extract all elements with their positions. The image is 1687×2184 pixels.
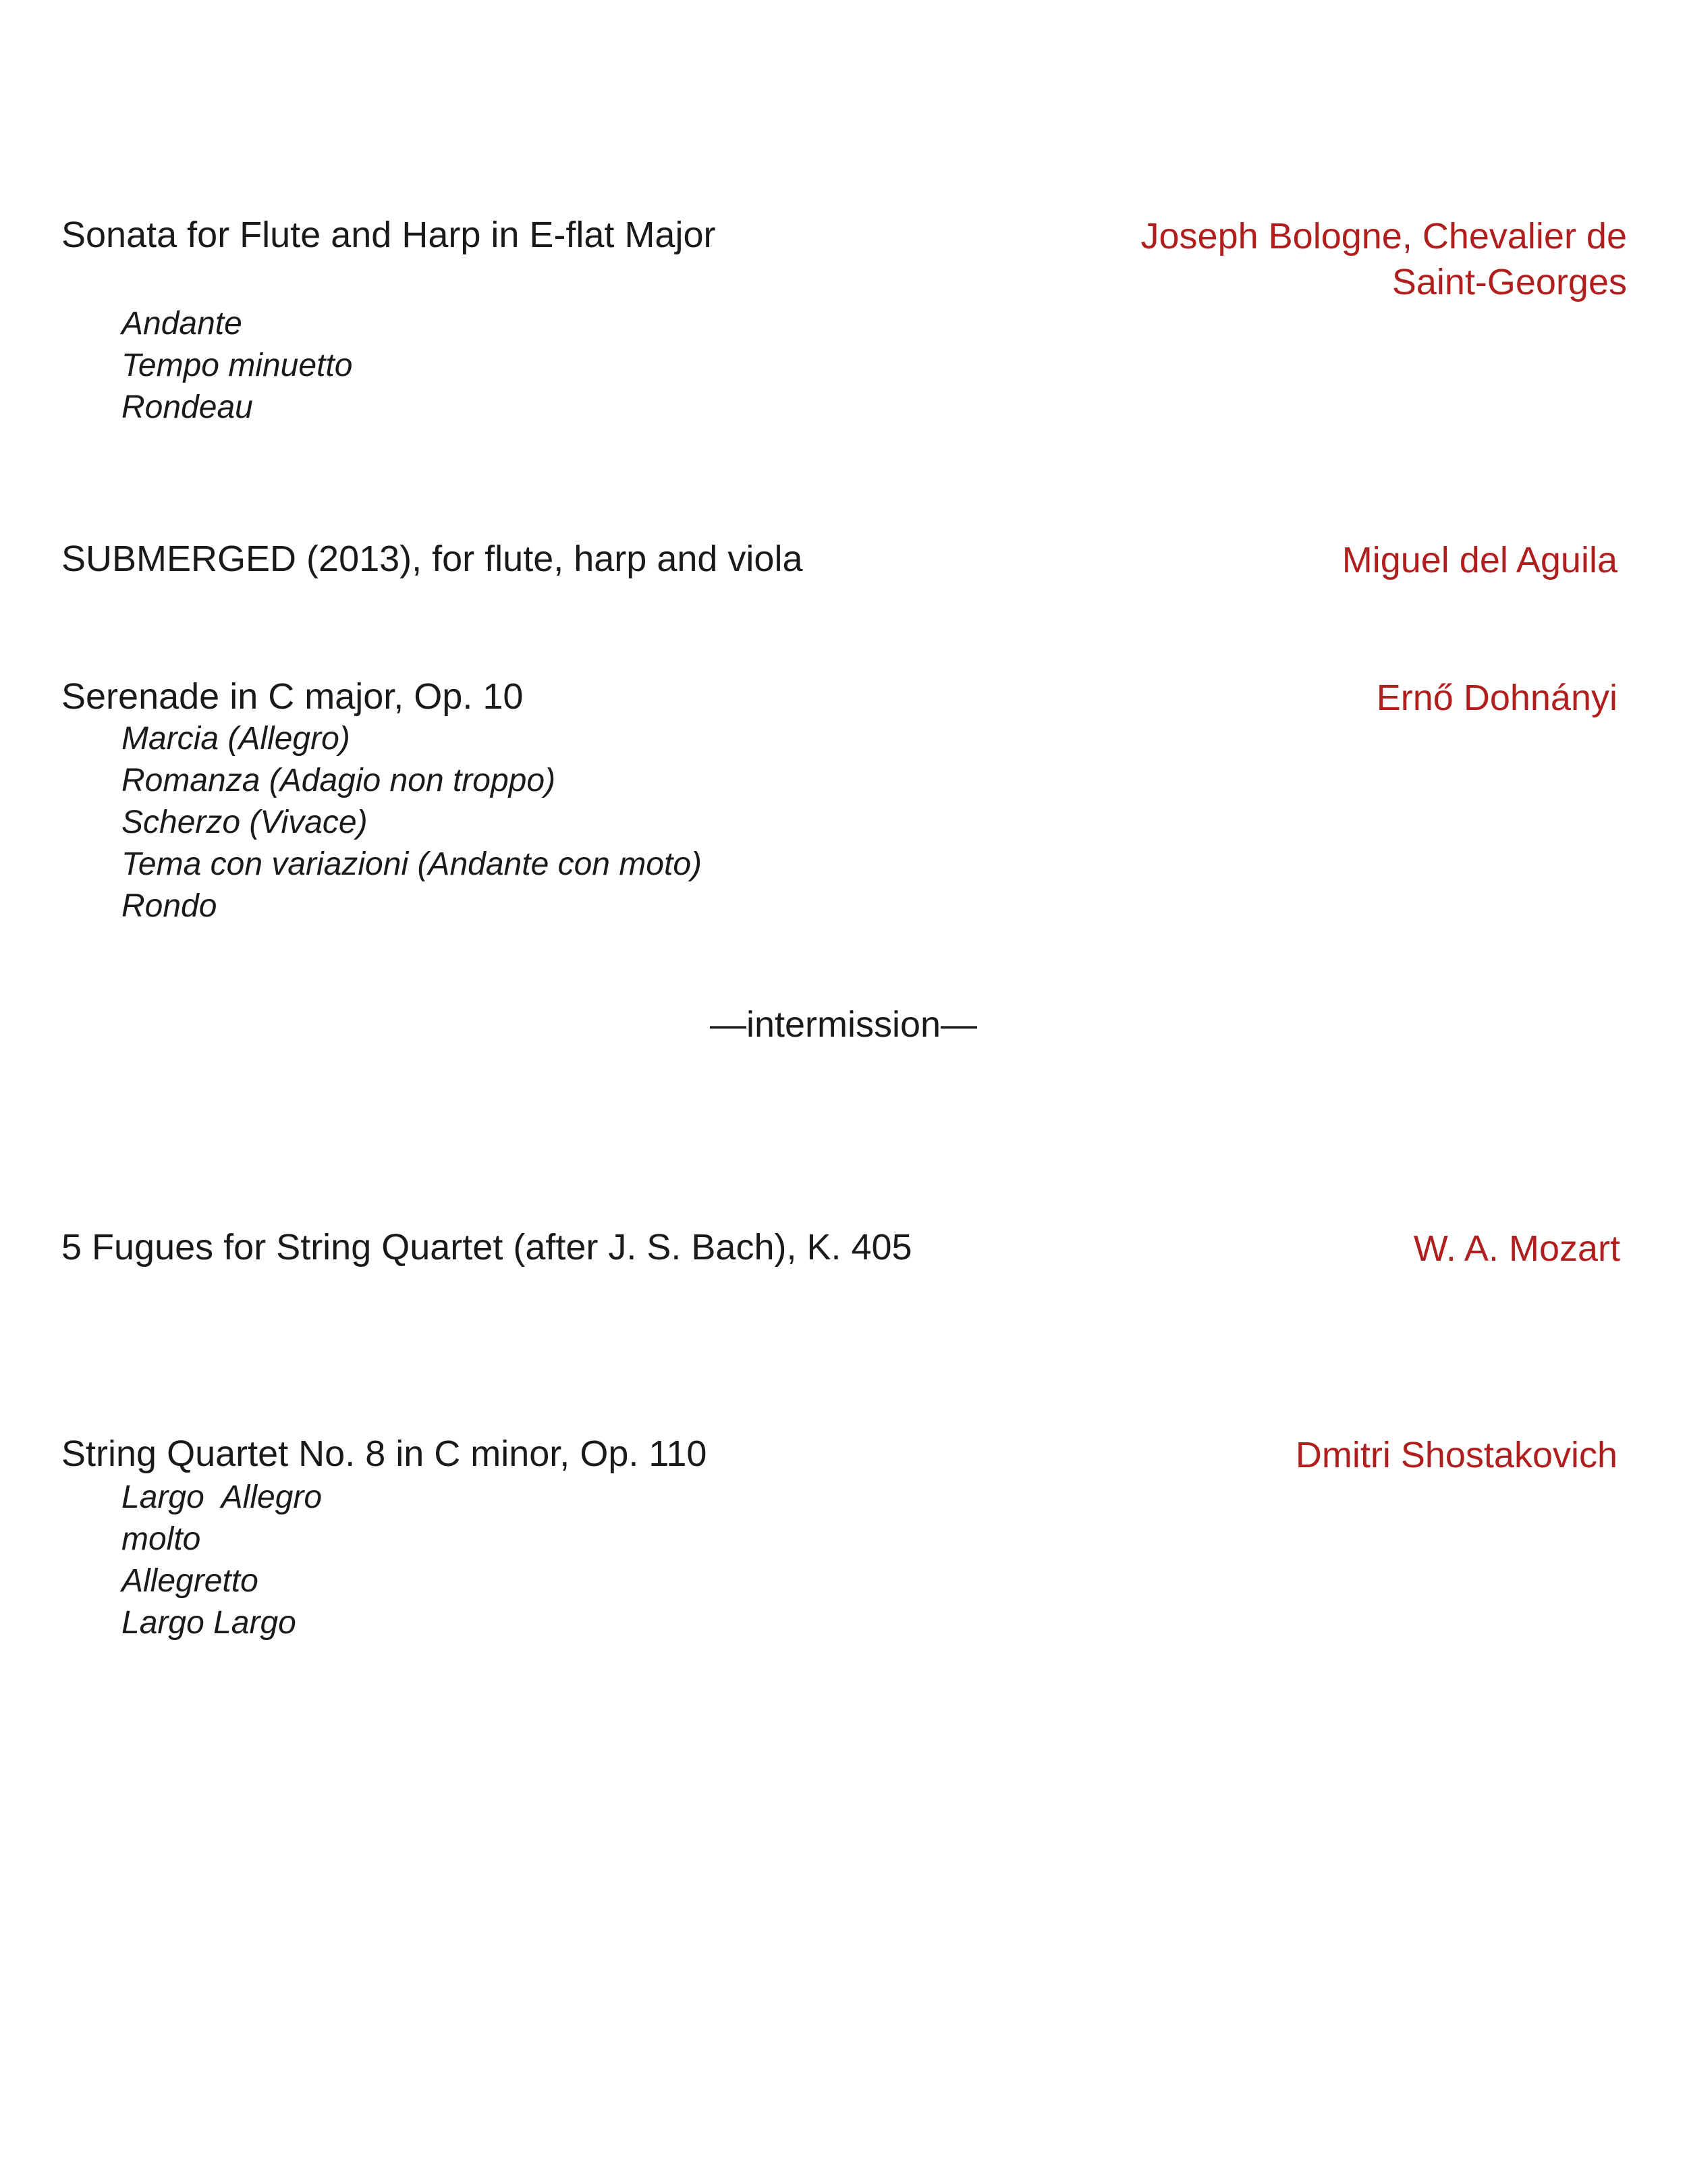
- movement-list: [121, 1477, 322, 1644]
- composer-line: Saint-Georges: [1391, 262, 1627, 302]
- movement: Tema con variazioni (Andante con moto): [121, 846, 702, 882]
- movement: Largo Largo: [121, 1605, 296, 1641]
- movement-list: [121, 303, 352, 429]
- composer-name: [1377, 675, 1617, 721]
- piece-title: SUBMERGED (2013), for flute, harp and viola: [61, 539, 803, 579]
- composer-line: Ernő Dohnányi: [1376, 678, 1617, 718]
- movement: Romanza (Adagio non troppo): [121, 763, 556, 798]
- composer-name: [1342, 537, 1617, 583]
- composer-name: [1414, 1226, 1620, 1272]
- composer-line: Dmitri Shostakovich: [1295, 1435, 1617, 1475]
- piece-title: Sonata for Flute and Harp in E-flat Major: [61, 215, 716, 255]
- movement: Largo Allegro: [121, 1479, 323, 1515]
- movement: molto: [121, 1521, 201, 1557]
- composer-line: Miguel del Aguila: [1342, 540, 1617, 580]
- composer-line: W. A. Mozart: [1413, 1228, 1620, 1269]
- piece-title: 5 Fugues for String Quartet (after J. S. Bach), K. 405: [61, 1227, 912, 1267]
- movement: Tempo minuetto: [121, 348, 353, 383]
- composer-name: [1296, 1432, 1617, 1478]
- movement: Scherzo (Vivace): [121, 804, 368, 840]
- piece-title: Serenade in C major, Op. 10: [61, 676, 524, 717]
- movement: Rondo: [121, 888, 217, 924]
- movement: Rondeau: [121, 389, 253, 425]
- movement-list: [121, 718, 702, 927]
- composer-line: Joseph Bologne, Chevalier de: [1140, 216, 1627, 256]
- movement: Allegretto: [121, 1563, 258, 1599]
- composer-name: [1141, 213, 1627, 305]
- movement: Marcia (Allegro): [121, 721, 350, 757]
- movement: Andante: [121, 306, 242, 342]
- intermission-label: —intermission—: [709, 1004, 978, 1045]
- piece-title: String Quartet No. 8 in C minor, Op. 110: [61, 1434, 707, 1474]
